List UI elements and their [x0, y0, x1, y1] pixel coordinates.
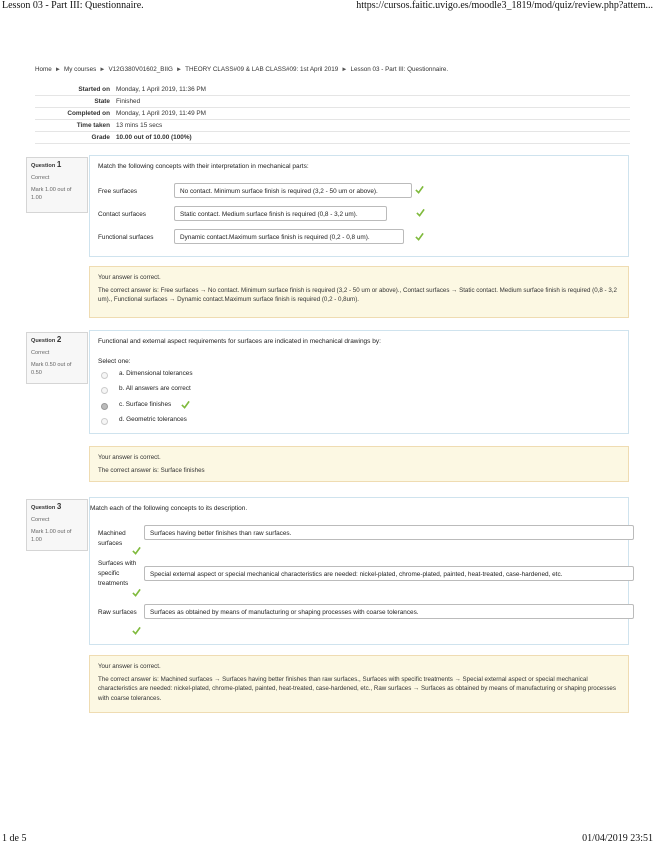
- match-term: Free surfaces: [98, 188, 138, 195]
- match-answer-select[interactable]: Static contact. Medium surface finish is required (0,8 - 3,2 um).: [174, 206, 387, 221]
- correct-check-icon: [132, 588, 141, 597]
- breadcrumb-home[interactable]: Home: [35, 66, 52, 73]
- question-mark: Mark 1.00 out of 1.00: [31, 529, 72, 543]
- summary-row-grade: [35, 132, 630, 144]
- question-state: Correct: [31, 350, 50, 356]
- match-answer-select[interactable]: Surfaces having better finishes than raw surfaces.: [144, 525, 634, 540]
- feedback-title: Your answer is correct.: [98, 274, 161, 281]
- question-number: Question 2: [31, 335, 62, 344]
- breadcrumb-separator-icon: ►: [175, 66, 183, 73]
- option-radio[interactable]: [101, 418, 108, 425]
- summary-value: 13 mins 15 secs: [113, 120, 630, 132]
- breadcrumb-separator-icon: ►: [341, 66, 348, 73]
- summary-row-completed: [35, 108, 630, 120]
- question-1-info: [26, 157, 88, 213]
- breadcrumb-separator-icon: ►: [54, 66, 62, 73]
- breadcrumb: [35, 66, 448, 73]
- option-label: a. Dimensional tolerances: [119, 370, 193, 377]
- option-label: d. Geometric tolerances: [119, 416, 187, 423]
- breadcrumb-section[interactable]: THEORY CLASS#09 & LAB CLASS#09: 1st April 2019: [185, 66, 339, 73]
- match-term: Raw surfaces: [98, 609, 137, 616]
- correct-check-icon: [181, 400, 190, 409]
- question-mark: Mark 0.50 out of 0.50: [31, 362, 72, 376]
- feedback-title: Your answer is correct.: [98, 663, 161, 670]
- correct-answer-text: The correct answer is: Surface finishes: [98, 466, 205, 474]
- match-term: Surfaces with specific treatments: [98, 560, 137, 587]
- question-text: Match each of the following concepts to its description.: [90, 505, 248, 512]
- match-term: Contact surfaces: [98, 211, 146, 218]
- question-2-content: [89, 330, 629, 434]
- breadcrumb-my-courses[interactable]: My courses: [64, 66, 97, 73]
- question-2-info: [26, 332, 88, 384]
- summary-label: Grade: [35, 132, 113, 144]
- option-radio[interactable]: [101, 372, 108, 379]
- correct-answer-text: The correct answer is: Free surfaces → No contact. Minimum surface finish is required (3,2 - 50 um or above)., Contact surfaces → Static contact. Medium surface finish is required (0,8 - 3,2 um)., Functional surfaces → Dynamic contact.Maximum surface finish is required (0,2 - 0,8um).: [98, 286, 617, 303]
- page-url: https://cursos.faitic.uvigo.es/moodle3_1819/mod/quiz/review.php?attem...: [356, 0, 653, 11]
- breadcrumb-separator-icon: ►: [99, 66, 106, 73]
- question-state: Correct: [31, 175, 50, 181]
- question-mark: Mark 1.00 out of 1.00: [31, 187, 72, 201]
- summary-value: Monday, 1 April 2019, 11:36 PM: [113, 84, 630, 96]
- option-label: b. All answers are correct: [119, 385, 191, 392]
- question-2-feedback: [89, 446, 629, 482]
- question-state: Correct: [31, 517, 50, 523]
- summary-value: Finished: [113, 96, 630, 108]
- option-radio-selected[interactable]: [101, 403, 108, 410]
- question-number: Question 3: [31, 502, 62, 511]
- question-text: Match the following concepts with their interpretation in mechanical parts:: [98, 163, 309, 170]
- correct-check-icon: [415, 232, 424, 241]
- summary-row-state: [35, 96, 630, 108]
- correct-check-icon: [415, 185, 424, 194]
- summary-row-started: [35, 84, 630, 96]
- question-text: Functional and external aspect requirements for surfaces are indicated in mechanical drawings by:: [98, 338, 381, 345]
- option-label: c. Surface finishes: [119, 401, 172, 408]
- question-number: Question 1: [31, 160, 62, 169]
- summary-row-time: [35, 120, 630, 132]
- select-one-label: Select one:: [98, 358, 131, 365]
- summary-label: State: [35, 96, 113, 108]
- print-datetime: 01/04/2019 23:51: [582, 833, 653, 844]
- correct-check-icon: [132, 626, 141, 635]
- question-1-feedback: [89, 266, 629, 318]
- correct-check-icon: [416, 208, 425, 217]
- match-answer-select[interactable]: No contact. Minimum surface finish is required (3,2 - 50 um or above).: [174, 183, 412, 198]
- option-radio[interactable]: [101, 387, 108, 394]
- question-3-content: [89, 497, 629, 645]
- feedback-title: Your answer is correct.: [98, 454, 161, 461]
- correct-check-icon: [132, 546, 141, 555]
- summary-label: Completed on: [35, 108, 113, 120]
- match-term: Functional surfaces: [98, 234, 154, 241]
- question-1-content: [89, 155, 629, 257]
- summary-value: 10.00 out of 10.00 (100%): [113, 132, 630, 144]
- attempt-summary-table: [35, 84, 630, 144]
- document-title: Lesson 03 - Part III: Questionnaire.: [2, 0, 144, 11]
- match-term: Machined surfaces: [98, 530, 126, 547]
- breadcrumb-quiz[interactable]: Lesson 03 - Part III: Questionnaire.: [350, 66, 449, 73]
- breadcrumb-course[interactable]: V12G380V01602_BIIG: [108, 66, 173, 73]
- correct-answer-text: The correct answer is: Machined surfaces → Surfaces having better finishes than raw surfaces., Surfaces with specific treatments → Special external aspect or special mechanical characteristics are needed: nickel-plated, chrome-plated, painted, heat-treated, case-hardened, etc., Raw surfaces → Surfaces as obtained by means of manufacturing or shaping processes with coarse tolerances.: [98, 675, 616, 702]
- question-3-info: [26, 499, 88, 551]
- match-answer-select[interactable]: Dynamic contact.Maximum surface finish is required (0,2 - 0,8 um).: [174, 229, 404, 244]
- match-answer-select[interactable]: Surfaces as obtained by means of manufacturing or shaping processes with coarse tolerances.: [144, 604, 634, 619]
- match-answer-select[interactable]: Special external aspect or special mechanical characteristics are needed: nickel-plated, chrome-plated, painted, heat-treated, case-hardened, etc.: [144, 566, 634, 581]
- question-3-feedback: [89, 655, 629, 713]
- page-counter: 1 de 5: [2, 833, 27, 844]
- summary-label: Started on: [35, 84, 113, 96]
- summary-label: Time taken: [35, 120, 113, 132]
- summary-value: Monday, 1 April 2019, 11:49 PM: [113, 108, 630, 120]
